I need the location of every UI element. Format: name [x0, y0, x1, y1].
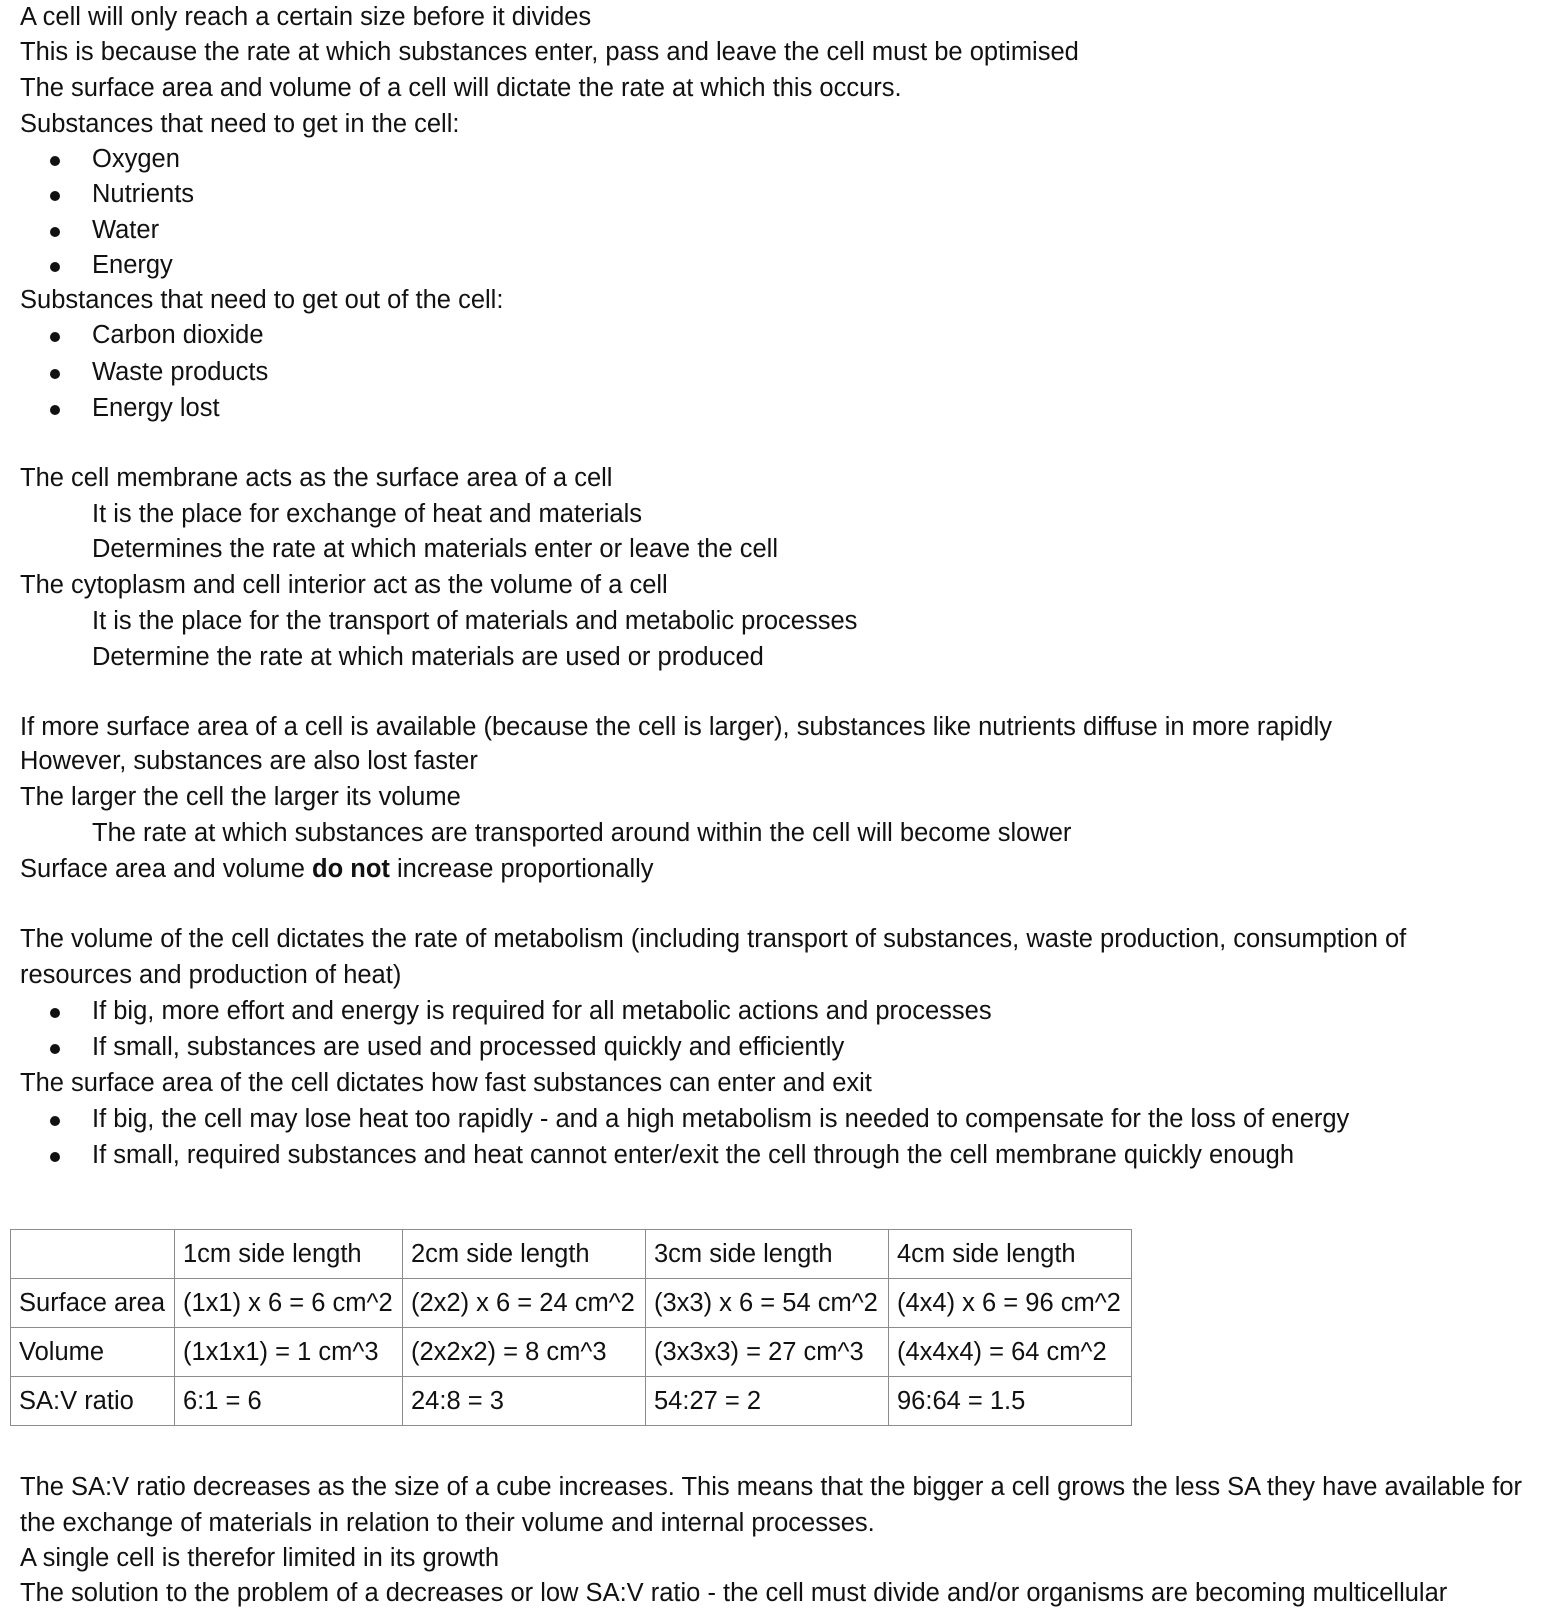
bullet-icon — [50, 1044, 60, 1054]
table-cell — [11, 1230, 175, 1279]
bullet-icon — [50, 156, 60, 166]
intro-line-2: This is because the rate at which substances enter, pass and leave the cell must be optimised — [20, 38, 1079, 66]
table-cell: (3x3x3) = 27 cm^3 — [646, 1328, 889, 1377]
sa-heading: The surface area of the cell dictates how fast substances can enter and exit — [20, 1069, 872, 1097]
proportional-pre: Surface area and volume — [20, 855, 313, 883]
surface-line: If more surface area of a cell is available (because the cell is larger), substances like nutrients diffuse in more rapidly — [20, 713, 1332, 741]
table-cell: SA:V ratio — [11, 1377, 175, 1426]
list-item: If big, the cell may lose heat too rapidly - and a high metabolism is needed to compensate for the loss of energy — [92, 1105, 1350, 1133]
list-item: Oxygen — [92, 145, 180, 173]
sa-v-ratio-table — [10, 1229, 1132, 1426]
list-item: If small, required substances and heat cannot enter/exit the cell through the cell membrane quickly enough — [92, 1141, 1295, 1169]
table-cell: 24:8 = 3 — [403, 1377, 646, 1426]
table-cell: 2cm side length — [403, 1230, 646, 1279]
table-row — [11, 1377, 1132, 1426]
table-cell: 3cm side length — [646, 1230, 889, 1279]
list-item: Waste products — [92, 358, 269, 386]
surface-indented-line: The rate at which substances are transported around within the cell will become slower — [92, 819, 1072, 847]
list-item: Water — [92, 216, 160, 244]
bullet-icon — [50, 1008, 60, 1018]
table-cell: Surface area — [11, 1279, 175, 1328]
list-item: Energy lost — [92, 394, 220, 422]
surface-line: The larger the cell the larger its volume — [20, 783, 461, 811]
table-row — [11, 1328, 1132, 1377]
list-item: Nutrients — [92, 180, 195, 208]
table-row — [11, 1279, 1132, 1328]
table-cell: 1cm side length — [175, 1230, 403, 1279]
list-item: Carbon dioxide — [92, 321, 264, 349]
table-header-row — [11, 1230, 1132, 1279]
conclusion-line: the exchange of materials in relation to their volume and internal processes. — [20, 1509, 875, 1537]
bullet-icon — [50, 332, 60, 342]
table-cell: (2x2x2) = 8 cm^3 — [403, 1328, 646, 1377]
table-cell: (4x4) x 6 = 96 cm^2 — [889, 1279, 1132, 1328]
table-cell: (1x1x1) = 1 cm^3 — [175, 1328, 403, 1377]
membrane-point: Determines the rate at which materials enter or leave the cell — [92, 535, 778, 563]
bullet-icon — [50, 1116, 60, 1126]
table-cell: (2x2) x 6 = 24 cm^2 — [403, 1279, 646, 1328]
table-cell: 54:27 = 2 — [646, 1377, 889, 1426]
bullet-icon — [50, 227, 60, 237]
substances-in-heading: Substances that need to get in the cell: — [20, 110, 460, 138]
list-item: Energy — [92, 251, 173, 279]
proportional-statement — [20, 852, 654, 886]
membrane-point: It is the place for exchange of heat and materials — [92, 500, 642, 528]
conclusion-line: The SA:V ratio decreases as the size of a cube increases. This means that the bigger a cell grows the less SA they have available for — [20, 1473, 1523, 1501]
conclusion-line: A single cell is therefor limited in its growth — [20, 1544, 500, 1572]
cytoplasm-heading: The cytoplasm and cell interior act as the volume of a cell — [20, 571, 668, 599]
bullet-icon — [50, 369, 60, 379]
cytoplasm-point: It is the place for the transport of materials and metabolic processes — [92, 607, 858, 635]
intro-line-3: The surface area and volume of a cell will dictate the rate at which this occurs. — [20, 74, 902, 102]
proportional-emphasis: do not — [312, 855, 390, 883]
table-cell: 4cm side length — [889, 1230, 1132, 1279]
intro-line-1: A cell will only reach a certain size before it divides — [20, 3, 592, 31]
conclusion-line: The solution to the problem of a decreases or low SA:V ratio - the cell must divide and/or organisms are becoming multicellular — [20, 1579, 1448, 1607]
list-item: If small, substances are used and processed quickly and efficiently — [92, 1033, 845, 1061]
proportional-post: increase proportionally — [389, 855, 654, 883]
volume-heading: The volume of the cell dictates the rate of metabolism (including transport of substances, waste production, consumption of — [20, 925, 1407, 953]
bullet-icon — [50, 1152, 60, 1162]
table-cell: (3x3) x 6 = 54 cm^2 — [646, 1279, 889, 1328]
table-cell: 96:64 = 1.5 — [889, 1377, 1132, 1426]
bullet-icon — [50, 405, 60, 415]
membrane-heading: The cell membrane acts as the surface area of a cell — [20, 464, 613, 492]
table-cell: Volume — [11, 1328, 175, 1377]
cytoplasm-point: Determine the rate at which materials are used or produced — [92, 643, 764, 671]
table-cell: 6:1 = 6 — [175, 1377, 403, 1426]
bullet-icon — [50, 191, 60, 201]
list-item: If big, more effort and energy is required for all metabolic actions and processes — [92, 997, 992, 1025]
table-cell: (4x4x4) = 64 cm^2 — [889, 1328, 1132, 1377]
surface-line: However, substances are also lost faster — [20, 747, 478, 775]
substances-out-heading: Substances that need to get out of the cell: — [20, 286, 504, 314]
bullet-icon — [50, 262, 60, 272]
table-cell: (1x1) x 6 = 6 cm^2 — [175, 1279, 403, 1328]
volume-heading-cont: resources and production of heat) — [20, 961, 402, 989]
